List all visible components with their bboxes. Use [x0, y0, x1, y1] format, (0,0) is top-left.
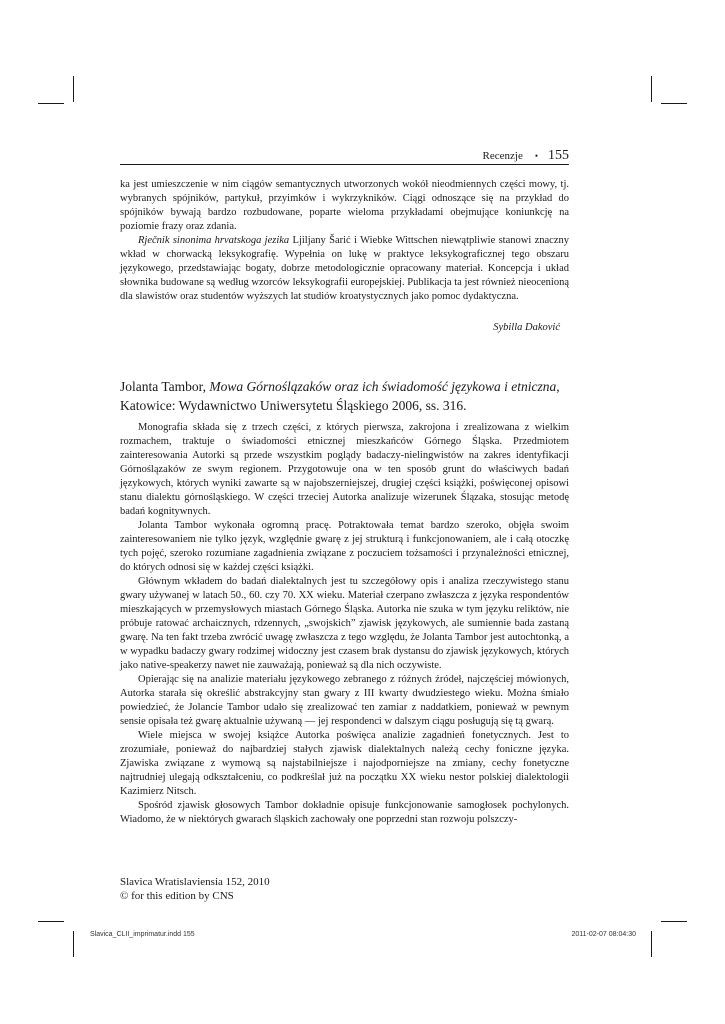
book-publication: , Katowice: Wydawnictwo Uniwersytetu Śląskiego 2006, ss. 316.: [120, 379, 560, 413]
paragraph: Rječnik sinonima hrvatskoga jezika Ljiljany Šarić i Wiebke Wittschen niewątpliwie stanowi znaczny wkład w chorwacką leksykografię. Wypełnia on lukę w praktyce leksykograficznej tego obszaru językowego, przedstawiając bogaty, dobrze metodologicznie opracowany materiał. Koncepcja i układ słownika budowane są według wzorców leksykografii europejskiej. Publikacja ta jest również nieocenioną dla slawistów oraz studentów wyższych lat studiów kroatystycznych jako pomoc dydaktyczna.: [120, 235, 569, 302]
section-title: Recenzje: [482, 150, 523, 162]
paragraph: Wiele miejsca w swojej książce Autorka poświęca analizie zagadnień fonetycznych. Jest to zrozumiałe, ponieważ do najbardziej stałych zjawisk dialektalnych należą cechy foniczne języka. Zjawiska związane z wymową są najstabilniejsze i najodporniejsze na zmiany, cechy fonetyczne najtrudniej ulegają odkształceniu, co podkreślał już na początku XX wieku nestor polskiej dialektologii Kazimierz Nitsch.: [120, 730, 569, 797]
review-heading: [120, 377, 569, 415]
reviewer-signature: Sybilla Daković: [493, 322, 560, 333]
crop-mark: [38, 103, 64, 104]
crop-mark: [73, 931, 74, 957]
journal-name: Slavica Wratislaviensia 152, 2010: [120, 876, 270, 888]
dictionary-title: Rječnik sinonima hrvatskoga jezika: [138, 235, 290, 246]
review2-body: [120, 421, 569, 827]
page-number: 155: [548, 148, 569, 163]
crop-mark: [73, 76, 74, 102]
crop-mark: [661, 103, 687, 104]
book-author: Jolanta Tambor,: [120, 379, 210, 394]
paragraph: Głównym wkładem do badań dialektalnych jest tu szczegółowy opis i analiza rzeczywistego stanu gwary używanej w latach 50., 60. czy 70. XX wieku. Materiał czerpano zwłaszcza z języka respondentów mieszkających w przemysłowych miastach Górnego Śląska. Autorka nie szuka w tym języku reliktów, nie próbuje ratować archaicznych, rdzennych, „swojskich” zjawisk językowych, ale sumiennie bada zastaną gwarę. Na ten fakt trzeba zwrócić uwagę zwłaszcza z tego względu, że Jolanta Tambor jest autochtonką, a w wypadku badaczy gwary rodzimej widoczny jest czasem brak dystansu do zjawisk językowych, których jako native-speakerzy nawet nie zauważają, ponieważ są dla nich oczywiste.: [120, 576, 569, 671]
journal-footer: [120, 875, 270, 903]
slug-file: Slavica_CLII_imprimatur.indd 155: [90, 931, 195, 938]
copyright: © for this edition by CNS: [120, 890, 234, 902]
paragraph: ka jest umieszczenie w nim ciągów semantycznych utworzonych wokół nieodmiennych części mowy, tj. wybranych spójników, partykuł, przyimków i wykrzykników. Ciągi odnoszące się na przykład do spójników bywają bardzo rozbudowane, poparte wieloma przykładami obejmujące koniunkcję na poziomie frazy oraz zdania.: [120, 179, 569, 232]
book-title: Mowa Górnoślązaków oraz ich świadomość językowa i etniczna: [209, 379, 557, 394]
running-head: [120, 148, 569, 165]
bullet: •: [534, 151, 538, 161]
review1-body: [120, 178, 569, 304]
crop-mark: [38, 921, 64, 922]
crop-mark: [651, 76, 652, 102]
paragraph: Monografia składa się z trzech części, z których pierwsza, zakrojona i zrealizowana z wielkim rozmachem, traktuje o świadomości etnicznej mieszkańców Górnego Śląska. Przedmiotem zainteresowania Autorki są przede wszystkim poglądy badaczy-nielingwistów na zakres identyfikacji Górnoślązaków ze swym regionem. Przygotowuje ona w ten sposób grunt do właściwych badań językowych, których wyniki zawarte są w najobszerniejszej, drugiej części książki, poświęconej opisowi stanu dialektu górnośląskiego. W części trzeciej Autorka analizuje wizerunek Ślązaka, stosując metodę badań kognitywnych.: [120, 422, 569, 517]
crop-mark: [651, 931, 652, 957]
paragraph: Spośród zjawisk głosowych Tambor dokładnie opisuje funkcjonowanie samogłosek pochylonych. Wiadomo, że w niektórych gwarach śląskich zachowały one poprzedni stan rozwoju polszczy-: [120, 800, 569, 825]
crop-mark: [661, 921, 687, 922]
paragraph: Jolanta Tambor wykonała ogromną pracę. Potraktowała temat bardzo szeroko, objęła swoim zainteresowaniem nie tylko język, względnie gwarę z jej strukturą i funkcjonowaniem, ale i całą otoczkę tych pojęć, szeroko rozumiane zagadnienia związane z poczuciem tożsamości i przynależności etnicznej, do których odnosi się w każdej części książki.: [120, 520, 569, 573]
print-slug: [90, 931, 636, 938]
paragraph: Opierając się na analizie materiału językowego zebranego z różnych źródeł, najczęściej mówionych, Autorka starała się określić abstrakcyjny stan gwary z III kwarty dwudziestego wieku. Można śmiało powiedzieć, że Jolancie Tambor udało się zrealizować ten zamiar z naddatkiem, ponieważ w pewnym sensie opisała też gwarę aktualnie używaną — jej respondenci w dalszym ciągu posługują się tą gwarą.: [120, 674, 569, 727]
slug-timestamp: 2011-02-07 08:04:30: [571, 931, 636, 938]
